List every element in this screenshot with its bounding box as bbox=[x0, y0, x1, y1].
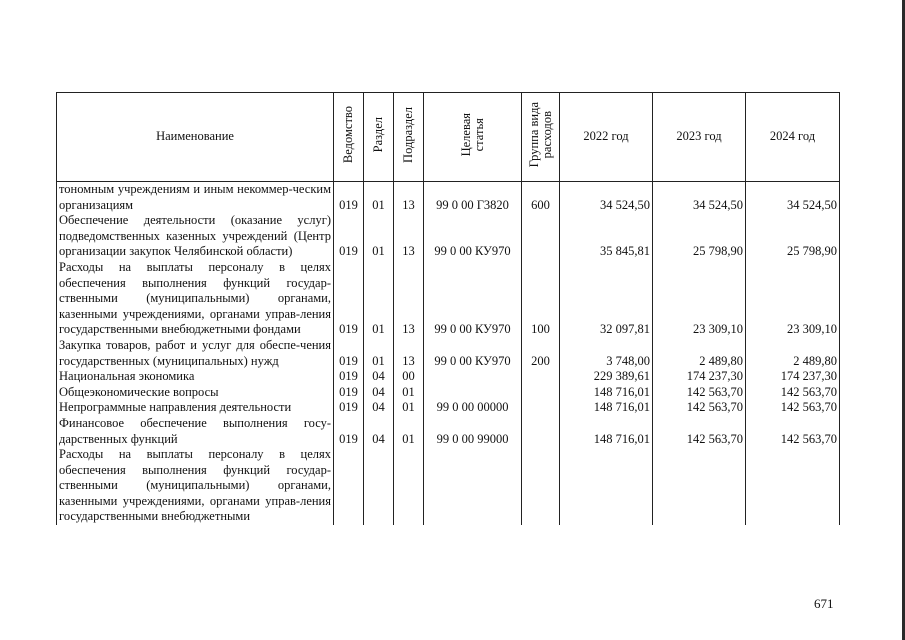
row-target bbox=[424, 385, 522, 401]
row-subsection: 00 bbox=[394, 369, 424, 385]
table-row bbox=[57, 260, 840, 338]
row-2023: 142 563,70 bbox=[653, 385, 746, 401]
row-section: 01 bbox=[364, 338, 394, 369]
row-2024: 174 237,30 bbox=[746, 369, 840, 385]
row-subsection: 13 bbox=[394, 182, 424, 214]
row-2022: 148 716,01 bbox=[560, 400, 653, 416]
row-section: 04 bbox=[364, 369, 394, 385]
row-dept: 019 bbox=[334, 385, 364, 401]
row-dept: 019 bbox=[334, 213, 364, 260]
row-dept: 019 bbox=[334, 338, 364, 369]
row-section: 04 bbox=[364, 400, 394, 416]
row-2023: 2 489,80 bbox=[653, 338, 746, 369]
row-section: 01 bbox=[364, 260, 394, 338]
row-exp-group: 100 bbox=[522, 260, 560, 338]
row-subsection: 01 bbox=[394, 400, 424, 416]
row-dept bbox=[334, 447, 364, 525]
row-section: 04 bbox=[364, 385, 394, 401]
row-2023: 174 237,30 bbox=[653, 369, 746, 385]
row-2022: 32 097,81 bbox=[560, 260, 653, 338]
row-2024: 23 309,10 bbox=[746, 260, 840, 338]
row-name: тономным учреждениям и иным некоммер-ческим организациям bbox=[57, 182, 334, 214]
row-exp-group bbox=[522, 213, 560, 260]
header-row bbox=[57, 93, 840, 182]
row-name: Закупка товаров, работ и услуг для обеспе-чения государственных (муниципальных) нужд bbox=[57, 338, 334, 369]
table-row bbox=[57, 213, 840, 260]
row-2024: 34 524,50 bbox=[746, 182, 840, 214]
row-target: 99 0 00 Г3820 bbox=[424, 182, 522, 214]
row-subsection: 13 bbox=[394, 338, 424, 369]
row-2022: 34 524,50 bbox=[560, 182, 653, 214]
row-target: 99 0 00 00000 bbox=[424, 400, 522, 416]
row-2024: 142 563,70 bbox=[746, 400, 840, 416]
row-name: Обеспечение деятельности (оказание услуг) подведомственных казенных учреждений (Центр организации закупок Челябинской области) bbox=[57, 213, 334, 260]
row-2023: 142 563,70 bbox=[653, 400, 746, 416]
row-section bbox=[364, 447, 394, 525]
row-subsection: 13 bbox=[394, 260, 424, 338]
row-exp-group: 600 bbox=[522, 182, 560, 214]
row-target: 99 0 00 КУ970 bbox=[424, 260, 522, 338]
row-dept: 019 bbox=[334, 369, 364, 385]
row-2022: 148 716,01 bbox=[560, 385, 653, 401]
row-2023 bbox=[653, 447, 746, 525]
row-exp-group bbox=[522, 416, 560, 447]
row-target bbox=[424, 447, 522, 525]
row-2024: 142 563,70 bbox=[746, 416, 840, 447]
row-subsection: 13 bbox=[394, 213, 424, 260]
table-row bbox=[57, 182, 840, 214]
table-row bbox=[57, 369, 840, 385]
row-2024: 142 563,70 bbox=[746, 385, 840, 401]
row-2022: 229 389,61 bbox=[560, 369, 653, 385]
header-2024: 2024 год bbox=[746, 93, 840, 182]
row-target: 99 0 00 КУ970 bbox=[424, 338, 522, 369]
row-2022: 35 845,81 bbox=[560, 213, 653, 260]
row-name: Расходы на выплаты персоналу в целях обеспечения выполнения функций государ-ственными (муниципальными) органами, казенными учреждениями, органами управ-ления государственными внебюджетными bbox=[57, 447, 334, 525]
header-target: Целевая статья bbox=[424, 93, 522, 182]
header-exp-group: Группа вида расходов bbox=[522, 93, 560, 182]
row-2023: 34 524,50 bbox=[653, 182, 746, 214]
row-name: Расходы на выплаты персоналу в целях обеспечения выполнения функций государ-ственными (муниципальными) органами, казенными учреждениями, органами управ-ления государственными внебюджетными фондами bbox=[57, 260, 334, 338]
row-2022 bbox=[560, 447, 653, 525]
row-name: Непрограммные направления деятельности bbox=[57, 400, 334, 416]
table-body bbox=[57, 182, 840, 526]
row-subsection: 01 bbox=[394, 385, 424, 401]
header-2022: 2022 год bbox=[560, 93, 653, 182]
row-2023: 142 563,70 bbox=[653, 416, 746, 447]
table-row bbox=[57, 385, 840, 401]
header-dept: Ведомство bbox=[334, 93, 364, 182]
row-exp-group bbox=[522, 400, 560, 416]
row-target: 99 0 00 КУ970 bbox=[424, 213, 522, 260]
row-name: Национальная экономика bbox=[57, 369, 334, 385]
header-section: Раздел bbox=[364, 93, 394, 182]
row-target: 99 0 00 99000 bbox=[424, 416, 522, 447]
row-dept: 019 bbox=[334, 416, 364, 447]
row-exp-group bbox=[522, 385, 560, 401]
table-row bbox=[57, 447, 840, 525]
header-subsection: Подраздел bbox=[394, 93, 424, 182]
row-exp-group bbox=[522, 447, 560, 525]
row-dept: 019 bbox=[334, 260, 364, 338]
row-2023: 25 798,90 bbox=[653, 213, 746, 260]
row-name: Финансовое обеспечение выполнения госу-дарственных функций bbox=[57, 416, 334, 447]
table-row bbox=[57, 400, 840, 416]
header-2023: 2023 год bbox=[653, 93, 746, 182]
page-number: 671 bbox=[814, 596, 834, 611]
header-name: Наименование bbox=[57, 93, 334, 182]
row-exp-group bbox=[522, 369, 560, 385]
row-subsection bbox=[394, 447, 424, 525]
row-target bbox=[424, 369, 522, 385]
row-2024: 2 489,80 bbox=[746, 338, 840, 369]
row-2024 bbox=[746, 447, 840, 525]
row-exp-group: 200 bbox=[522, 338, 560, 369]
row-2022: 3 748,00 bbox=[560, 338, 653, 369]
row-2024: 25 798,90 bbox=[746, 213, 840, 260]
table-row bbox=[57, 416, 840, 447]
row-section: 01 bbox=[364, 213, 394, 260]
row-name: Общеэкономические вопросы bbox=[57, 385, 334, 401]
row-subsection: 01 bbox=[394, 416, 424, 447]
row-dept: 019 bbox=[334, 400, 364, 416]
row-2023: 23 309,10 bbox=[653, 260, 746, 338]
row-dept: 019 bbox=[334, 182, 364, 214]
budget-table bbox=[56, 92, 840, 525]
row-2022: 148 716,01 bbox=[560, 416, 653, 447]
row-section: 01 bbox=[364, 182, 394, 214]
row-section: 04 bbox=[364, 416, 394, 447]
table-row bbox=[57, 338, 840, 369]
